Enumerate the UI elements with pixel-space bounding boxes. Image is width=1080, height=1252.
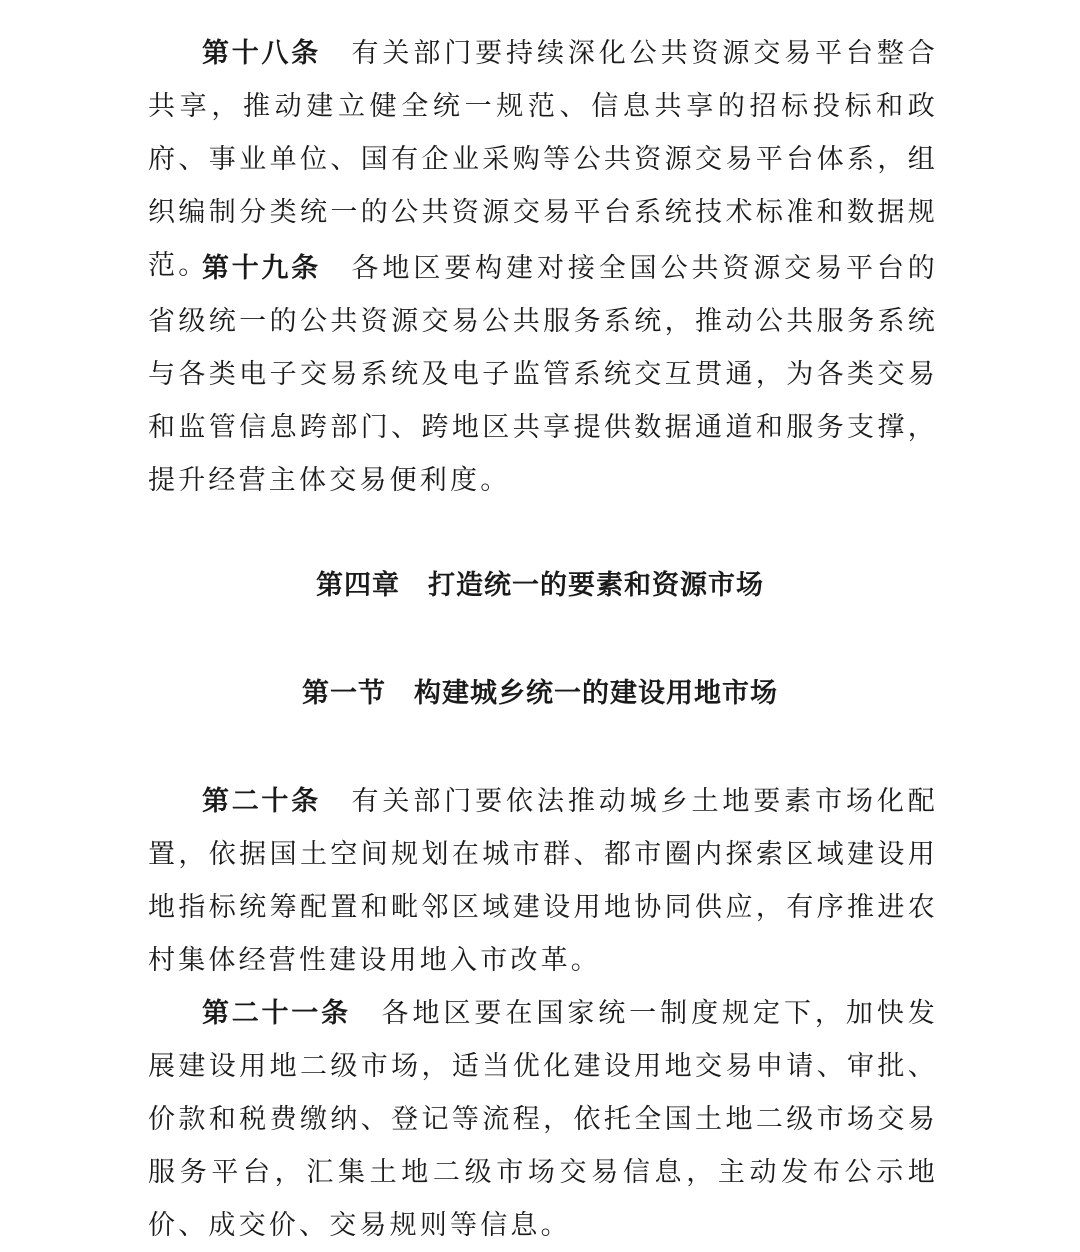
article-label: 第二十条 bbox=[202, 786, 321, 817]
section-number: 第一节 bbox=[302, 678, 386, 709]
article-text: 各地区要在国家统一制度规定下，加快发展建设用地二级市场，适当优化建设用地交易申请、审批、价款和税费缴纳、登记等流程，依托全国土地二级市场交易服务平台，汇集土地二级市场交易信息，主动发布公示地价、成交价、交易规则等信息。 bbox=[148, 998, 938, 1241]
chapter-heading bbox=[0, 566, 1080, 606]
article-label: 第十九条 bbox=[202, 253, 321, 284]
chapter-number: 第四章 bbox=[316, 570, 400, 601]
article-text: 各地区要构建对接全国公共资源交易平台的省级统一的公共资源交易公共服务系统，推动公共服务系统与各类电子交易系统及电子监管系统交互贯通，为各类交易和监管信息跨部门、跨地区共享提供数据通道和服务支撑，提升经营主体交易便利度。 bbox=[148, 253, 938, 496]
section-title: 构建城乡统一的建设用地市场 bbox=[414, 678, 778, 709]
chapter-title: 打造统一的要素和资源市场 bbox=[428, 570, 764, 601]
article-label: 第二十一条 bbox=[202, 998, 351, 1029]
section-heading bbox=[0, 674, 1080, 714]
article-label: 第十八条 bbox=[202, 38, 321, 69]
article-text: 有关部门要依法推动城乡土地要素市场化配置，依据国土空间规划在城市群、都市圈内探索区域建设用地指标统筹配置和毗邻区域建设用地协同供应，有序推进农村集体经营性建设用地入市改革。 bbox=[148, 786, 938, 976]
article-20 bbox=[148, 775, 938, 987]
article-text: 有关部门要持续深化公共资源交易平台整合共享，推动建立健全统一规范、信息共享的招标投标和政府、事业单位、国有企业采购等公共资源交易平台体系，组织编制分类统一的公共资源交易平台系统技术标准和数据规范。 bbox=[148, 38, 938, 281]
article-21 bbox=[148, 987, 938, 1252]
article-19 bbox=[148, 242, 938, 507]
